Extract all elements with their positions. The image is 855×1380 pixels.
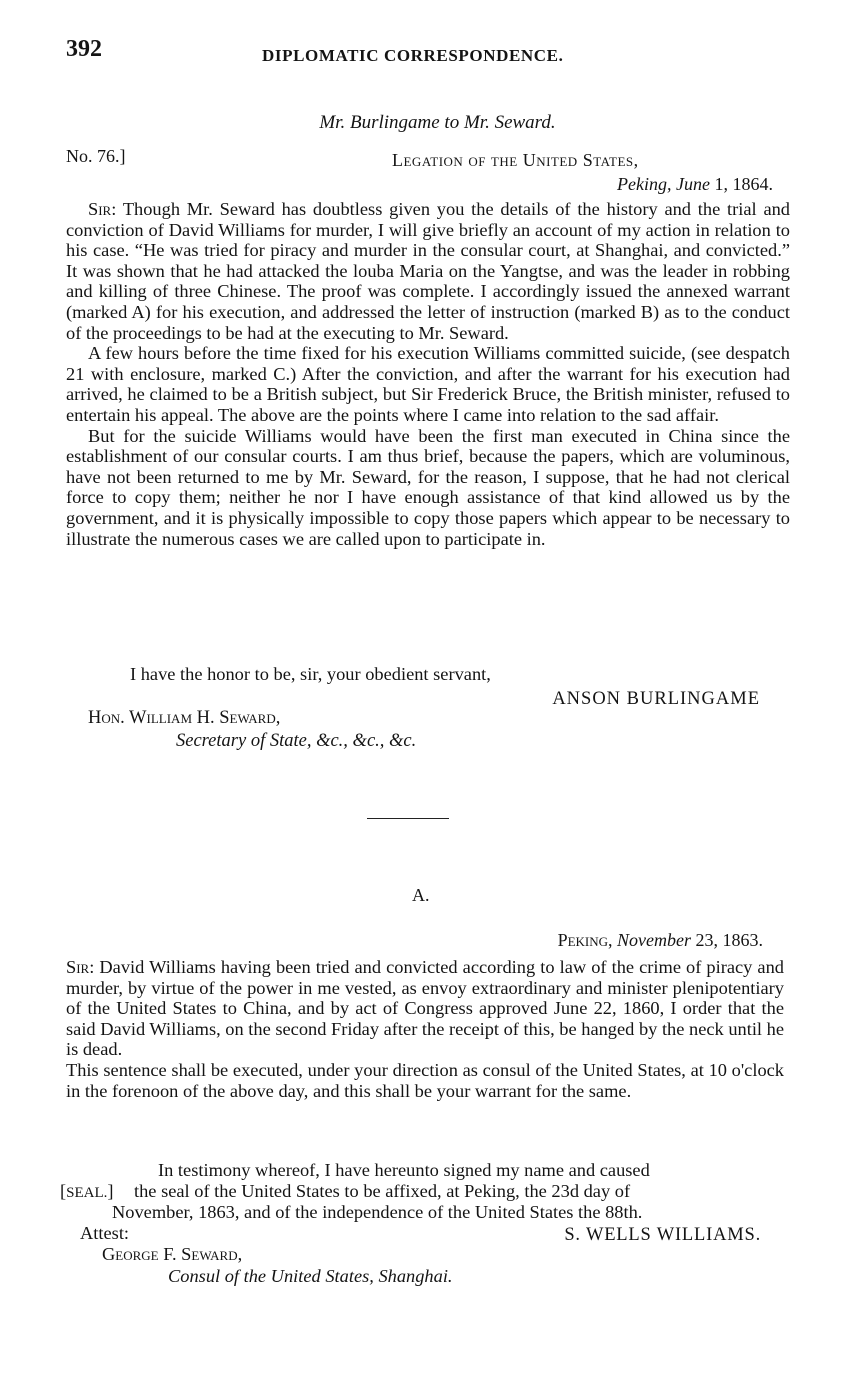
signature: ANSON BURLINGAME (552, 689, 760, 709)
letter-paragraph (66, 199, 790, 343)
addressee-title: Secretary of State, &c., &c., &c. (176, 731, 417, 751)
salutation: Sir: (66, 957, 95, 977)
letter-paragraph: But for the suicide Williams would have been the first man executed in China since the establishment of our consular courts. I am thus brief, because the papers, which are voluminous, have not been returned to me by Mr. Seward, for the reason, I suppose, that he had not clerical force to copy them; neither he nor I have enough assistance of that kind allowed us by the government, and it is physically impossible to copy those papers which appear to be necessary to illustrate the numerous cases we are called upon to participate in. (66, 425, 790, 549)
enclosure-dateline (558, 930, 763, 951)
closing-line: I have the honor to be, sir, your obedient servant, (130, 664, 491, 684)
seal-label: SEAL. (66, 1185, 108, 1201)
date-month: June (676, 174, 710, 194)
page-number: 392 (66, 36, 102, 62)
warrant-signature: S. WELLS WILLIAMS. (564, 1225, 761, 1245)
letter-dateline (617, 174, 773, 195)
letter-heading: Mr. Burlingame to Mr. Seward. (319, 112, 556, 133)
date-month: November (617, 930, 691, 950)
date-place: Peking, (557, 930, 613, 950)
paragraph-text: Though Mr. Seward has doubtless given you the details of the history and the trial and conviction of David Williams for murder, I will give briefly an account of my action in relation to his case. “He was tried for piracy and murder in the consular court, at Shanghai, and convicted.” It was shown that he had attacked the louba Maria on the Yangtse, and was the leader in robbing and killing of three Chinese. The proof was complete. I accordingly issued the annexed warrant (marked A) for his execution, and addressed the letter of instruction (marked B) as to the conduct of the proceedings to be had at the executing to Mr. Seward. (66, 199, 790, 343)
letter-body (66, 199, 790, 549)
legation-line: Legation of the United States, (392, 150, 639, 170)
date-rest: 1, 1864. (714, 174, 773, 194)
salutation: Sir: (88, 199, 117, 219)
warrant-paragraph (66, 957, 784, 1060)
testimony-line: November, 1863, and of the independence of the United States the 88th. (112, 1202, 643, 1222)
enclosure-label: A. (412, 885, 430, 905)
warrant-paragraph: This sentence shall be executed, under your direction as consul of the United States, at 10 o'clock in the forenoon of the above day, and this shall be your warrant for the same. (66, 1059, 784, 1101)
attest-label: Attest: (80, 1223, 130, 1243)
consul-title: Consul of the United States, Shanghai. (168, 1266, 453, 1286)
letter-paragraph: A few hours before the time fixed for his execution Williams committed suicide, (see despatch 21 with enclosure, marked C.) After the conviction, and after the warrant for his execution had arrived, he claimed to be a British subject, but Sir Frederick Bruce, the British minister, refused to entertain his appeal. The above are the points where I came into relation to the sad affair. (66, 343, 790, 425)
warrant-body (66, 957, 784, 1101)
testimony-line: the seal of the United States to be affixed, at Peking, the 23d day of (134, 1181, 631, 1201)
addressee-name: Hon. William H. Seward, (88, 708, 281, 728)
running-title: DIPLOMATIC CORRESPONDENCE. (262, 46, 564, 65)
paragraph-text: David Williams having been tried and convicted according to law of the crime of piracy and murder, by virtue of the power in me vested, as envoy extraordinary and minister plenipotentiary of the United States to China, and by act of Congress approved June 22, 1860, I order that the said David Williams, on the second Friday after the receipt of this, be hanged by the neck until he is dead. (66, 957, 784, 1060)
testimony-line: In testimony whereof, I have hereunto signed my name and caused (158, 1160, 650, 1180)
section-divider (367, 818, 449, 819)
date-place: Peking, (617, 174, 672, 194)
despatch-number: No. 76.] (66, 146, 126, 166)
date-rest: 23, 1863. (695, 930, 763, 950)
seal-mark: [SEAL.] (60, 1181, 114, 1201)
consul-name: George F. Seward, (102, 1244, 243, 1264)
